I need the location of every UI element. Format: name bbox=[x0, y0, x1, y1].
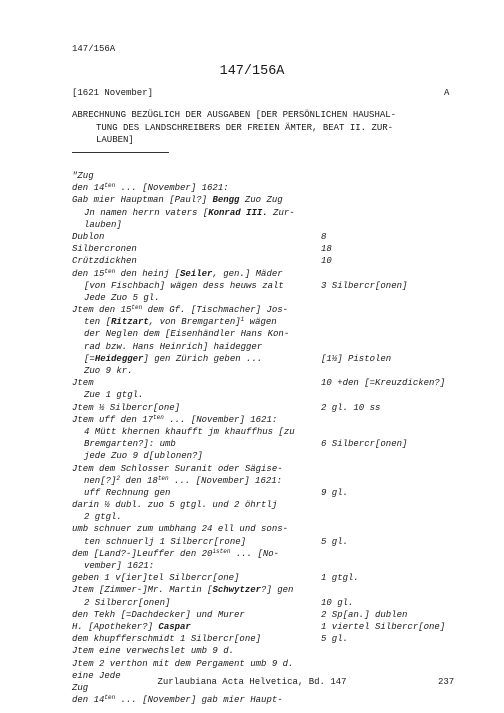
entry-text: ten [Ritzart, von Bremgarten]$^1$ wägen bbox=[84, 316, 277, 328]
entry-text: [=Heidegger] gen Zürich geben ... bbox=[84, 353, 263, 364]
entry-text: 4 Mütt khernen khaufft jm khauffhus [zu bbox=[84, 426, 295, 437]
entry-line bbox=[72, 475, 452, 487]
entry-line bbox=[72, 621, 452, 633]
entry-amount: 1 gtgl. bbox=[321, 573, 359, 584]
page-number: 237 bbox=[438, 677, 455, 687]
document-date: [1621 November] bbox=[72, 88, 154, 98]
document-heading bbox=[72, 109, 396, 147]
entry-text: vember] 1621: bbox=[84, 561, 155, 571]
entry-line bbox=[72, 584, 452, 596]
entry-line bbox=[72, 645, 452, 657]
entry-amount: 3 Silbercr[onen] bbox=[321, 280, 408, 291]
entry-text: Jtem uff den $17^{ten}$ ... [November] 1621: bbox=[72, 413, 278, 425]
entry-line bbox=[72, 694, 452, 706]
entry-amount: 10 gl. bbox=[321, 597, 354, 608]
entry-text: Jtem den $15^{ten}$ dem Gf. [Tischmacher] Jos- bbox=[72, 304, 289, 316]
entry-text: Jtem dem Schlosser Suranit oder Sägise- bbox=[72, 463, 283, 474]
entry-text: Gab mier Hauptman [Paul?] Bengg Zuo Zug bbox=[72, 195, 283, 206]
entry-line bbox=[72, 255, 452, 267]
heading-line: ABRECHNUNG BEZÜGLICH DER AUSGABEN [DER PERSÖNLICHEN HAUSHAL- bbox=[72, 110, 397, 120]
entry-line bbox=[72, 243, 452, 255]
entry-line bbox=[72, 194, 452, 206]
entry-line bbox=[72, 316, 452, 328]
entry-text: "Zug bbox=[72, 171, 94, 181]
entry-line bbox=[72, 560, 452, 572]
entry-text: Jtem eine verwechslet umb 9 d. bbox=[72, 646, 235, 657]
entry-text: Jtem ½ Silbercr[one] bbox=[72, 402, 181, 413]
entry-text: den $14^{ten}$ ... [November] gab mier Haupt- bbox=[72, 694, 283, 706]
entry-amount: 5 gl. bbox=[321, 634, 349, 645]
entry-text: Dublon bbox=[72, 231, 105, 242]
entry-line bbox=[72, 572, 452, 584]
entry-text: rad bzw. Hans Heinrich] haidegger bbox=[84, 341, 263, 352]
entry-line bbox=[72, 426, 452, 438]
entry-text: jede Zuo 9 d[ublonen?] bbox=[84, 451, 203, 462]
entry-line bbox=[72, 511, 452, 523]
entry-text: Jede Zuo 5 gl. bbox=[84, 292, 160, 303]
entry-text: 2 gtgl. bbox=[84, 512, 122, 523]
entry-text: Jtem 2 verthon mit dem Pergament umb 9 d. bbox=[72, 658, 294, 669]
entry-line bbox=[72, 548, 452, 560]
separator-rule bbox=[72, 152, 169, 153]
entry-line bbox=[72, 231, 452, 243]
entry-text: den $15^{ten}$ den heinj [Seiler, gen.] Mäder bbox=[72, 267, 283, 279]
entry-text: lauben] bbox=[84, 219, 122, 230]
entry-text: Zue 1 gtgl. bbox=[84, 390, 144, 401]
entry-line bbox=[72, 402, 452, 414]
entry-text: eine Jede bbox=[72, 670, 121, 681]
entry-line bbox=[72, 499, 452, 511]
entry-amount: 5 gl. bbox=[321, 536, 349, 547]
transcription-body bbox=[72, 170, 455, 706]
entry-text: H. [Apotheker?] Caspar bbox=[72, 621, 191, 632]
entry-text: Jtem bbox=[72, 378, 94, 389]
entry-text: den $14^{ten}$ ... [November] 1621: bbox=[72, 182, 229, 194]
document-label: A bbox=[444, 88, 450, 98]
entry-line bbox=[72, 353, 452, 365]
entry-text: Crützdickhen bbox=[72, 256, 137, 267]
entry-text: Silbercronen bbox=[72, 244, 137, 255]
entry-line bbox=[72, 450, 452, 462]
entry-amount: 10 +den [=Kreuzdicken?] bbox=[321, 378, 446, 389]
entry-line bbox=[72, 207, 452, 219]
entry-line bbox=[72, 463, 452, 475]
entry-text: uff Rechnung gen bbox=[84, 487, 171, 498]
entry-text: der Neglen dem [Eisenhändler Hans Kon- bbox=[84, 329, 290, 340]
entry-text: dem [Land?-]Leuffer den $20^{isten}$ ... [No- bbox=[72, 547, 280, 559]
entry-amount: 9 gl. bbox=[321, 487, 349, 498]
entry-line bbox=[72, 438, 452, 450]
entry-text: Jn namen herrn vaters [Konrad III. Zur- bbox=[84, 207, 295, 218]
entry-line bbox=[72, 268, 452, 280]
entry-line bbox=[72, 182, 452, 194]
heading-line: LAUBEN] bbox=[96, 135, 134, 146]
entry-line bbox=[72, 292, 452, 304]
entry-amount: 1 viertel Silbercr[one] bbox=[321, 621, 446, 632]
document-number-title: 147/156A bbox=[219, 64, 285, 79]
footer-source: Zurlaubiana Acta Helvetica, Bd. 147 bbox=[157, 677, 347, 687]
entry-line bbox=[72, 414, 452, 426]
entry-line bbox=[72, 328, 452, 340]
entry-text: Zuo 9 kr. bbox=[84, 366, 133, 376]
entry-amount: 2 Sp[an.] dublen bbox=[321, 609, 408, 620]
entry-line bbox=[72, 341, 452, 353]
entry-text: Bremgarten?]: umb bbox=[84, 439, 176, 450]
entry-line bbox=[72, 487, 452, 499]
entry-line bbox=[72, 523, 452, 535]
entry-text: Jtem [Zimmer-]Mr. Martin [Schwytzer?] gen bbox=[72, 585, 294, 596]
entry-line bbox=[72, 536, 452, 548]
entry-line bbox=[72, 389, 452, 401]
entry-text: nen[?]$^2$ den $18^{ten}$ ... [November] 1621: bbox=[84, 474, 283, 486]
entry-line bbox=[72, 219, 452, 231]
heading-line: TUNG DES LANDSCHREIBERS DER FREIEN ÄMTER, BEAT II. ZUR- bbox=[96, 122, 394, 133]
entry-amount: 10 bbox=[321, 256, 332, 267]
entry-amount: 18 bbox=[321, 244, 332, 255]
entry-line bbox=[72, 597, 452, 609]
entry-text: darin ½ dubl. zuo 5 gtgl. und 2 öhrtlj bbox=[72, 500, 278, 511]
entry-line bbox=[72, 170, 452, 182]
entry-line bbox=[72, 609, 452, 621]
entry-amount: 8 bbox=[321, 231, 327, 242]
entry-text: dem khupfferschmidt 1 Silbercr[one] bbox=[72, 634, 262, 645]
entry-line bbox=[72, 658, 452, 670]
entry-line bbox=[72, 377, 452, 389]
entry-text: [von Fischbach] wägen dess heuws zalt bbox=[84, 280, 284, 291]
entry-amount: 6 Silbercr[onen] bbox=[321, 439, 408, 450]
entry-line bbox=[72, 633, 452, 645]
entry-text: Zug bbox=[72, 682, 89, 693]
entry-text: geben 1 v[ier]tel Silbercr[one] bbox=[72, 573, 240, 584]
entry-text: ten schnuerlj 1 Silbercr[rone] bbox=[84, 536, 247, 547]
entry-line bbox=[72, 280, 452, 292]
document-reference: 147/156A bbox=[72, 44, 116, 54]
entry-text: den Tekh [=Dachdecker] und Murer bbox=[72, 609, 245, 620]
entry-amount: [1½] Pistolen bbox=[321, 353, 392, 364]
entry-text: 2 Silbercr[onen] bbox=[84, 597, 171, 608]
entry-text: umb schnuer zum umbhang 24 ell und sons- bbox=[72, 524, 289, 535]
entry-line bbox=[72, 304, 452, 316]
entry-line bbox=[72, 365, 452, 377]
entry-amount: 2 gl. 10 ss bbox=[321, 402, 381, 413]
